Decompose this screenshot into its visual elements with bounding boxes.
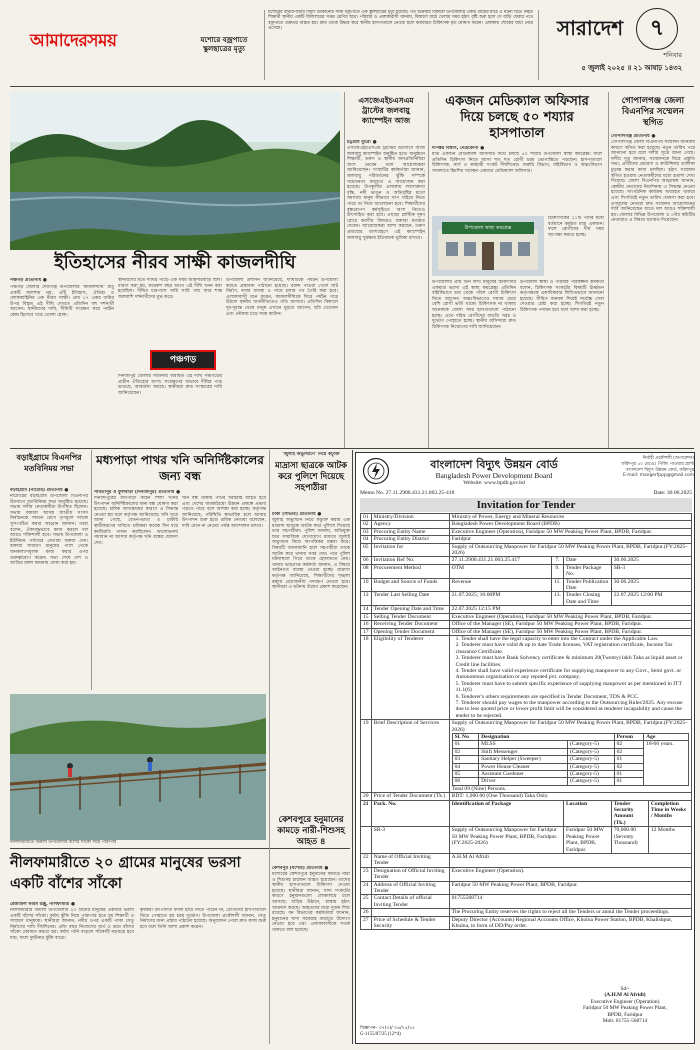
service-cell: MLSS xyxy=(479,741,568,748)
col3-body-b: চিকিৎসকের ২১টি পদের মধ্যে বর্তমানে কর্মরত মাত্র একজন। ফলে রোগীদের দীর্ঘ সময় অপেক্ষা করতে হচ্ছে। xyxy=(548,216,604,238)
col2-text: এসজেএইচএসএম ট্রাস্টের উদ্যোগে আজ জলবায়ু ক্যাম্পেইন অনুষ্ঠিত হবে। অনুষ্ঠানে শিক্ষার্থী, তরুণ ও স্থানীয় জনপ্রতিনিধিরা অংশ নেবেন বলে আয়োজকরা জানিয়েছেন। xyxy=(347,146,425,174)
tender-cell: 08 xyxy=(361,564,372,578)
contact-email: E-mail: mangerfppp@gmail.com xyxy=(623,473,694,479)
tender-cell: 23 xyxy=(361,867,372,881)
tender-cell: 27.11.2900.431.21.003.25.417 xyxy=(449,557,551,564)
tender-cell: 16 xyxy=(361,621,372,628)
tender-row xyxy=(361,916,692,930)
col3-body-d: উপজেলা স্বাস্থ্য ও পরিবার পরিকল্পনা কর্মকর্তা বলেন, চিকিৎসক সংকটের বিষয়টি ঊর্ধ্বতন কর্তৃপক্ষকে একাধিকবার লিখিতভাবে জানানো হয়েছে। সীমিত জনবল দিয়েই সর্বোচ্চ সেবা দেওয়ার চেষ্টা করা হচ্ছে। শিগগিরই নতুন চিকিৎসক পদায়ন হবে বলে আশা করা হচ্ছে। xyxy=(520,280,604,313)
service-cell: 06 xyxy=(452,778,479,785)
tender-cell: A.H.M Al Afridi xyxy=(449,853,691,867)
tender-cell: 05 xyxy=(361,543,372,557)
tender-cell: 04 xyxy=(361,536,372,543)
tender-cell: Address of Official Inviting Tender xyxy=(371,881,449,895)
edition-date: ৫ জুলাই ২০২৫ ॥ ২১ আষাঢ় ১৪৩২ xyxy=(581,64,682,72)
bottom-body: নীলফামারীর ডিমলা উপজেলার ২০ গ্রামের মানুষের একমাত্র ভরসা একটি বাঁশের সাঁকো। বর্ষায় ঝুঁকি নিয়ে পারাপার হতে হয় শিক্ষার্থী ও সাধারণ মানুষকে। স্থানীয়রা জানান, নদীর ওপর একটি পাকা সেতু নির্মাণের দাবি দীর্ঘদিনের। প্রতি বছর নিজেদের অর্থ ও শ্রমে বাঁশের সাঁকো মেরামত করতে হয়। বর্ষায় পানি বাড়লে সাঁকোটি নড়বড়ে হয়ে যায়, ফলে দুর্ঘটনার ঝুঁকি বাড়ে। xyxy=(10,908,134,941)
tender-row xyxy=(361,578,692,592)
tender-cell: 22.07.2025 12:15 PM xyxy=(449,606,691,613)
tender-row xyxy=(361,853,692,867)
tender-cell: 25 xyxy=(361,895,372,909)
tender-cell: Procurement Method xyxy=(371,564,449,578)
tender-cell: 13. xyxy=(551,592,563,606)
col3-body-c: উপজেলার প্রায় তিন লাখ মানুষের চিকিৎসার একমাত্র ভরসা এই স্বাস্থ্য কমপ্লেক্স। প্রতিদিন বহির্বিভাগে চার থেকে পাঁচশ রোগী চিকিৎসা নিতে আসেন। অন্তঃবিভাগেও শয্যার চেয়ে বেশি রোগী ভর্তি থাকে। চিকিৎসক না থাকায় অনেককে জেলা সদর হাসপাতালে পাঠানো হচ্ছে। এতে দরিদ্র রোগীদের বাড়তি খরচ ও দুর্ভোগ পোহাতে হচ্ছে। স্থানীয় বাসিন্দারা দ্রুত চিকিৎসক নিয়োগের দাবি জানিয়েছেন। xyxy=(432,280,516,330)
tender-cell: Faridpur xyxy=(449,536,691,543)
tender-cell: Ministry/Division xyxy=(371,514,449,521)
service-cell: 01 xyxy=(614,778,644,785)
org-name-en: Bangladesh Power Development Board xyxy=(435,471,553,480)
services-cell xyxy=(449,720,691,793)
tender-cell: Procuring Entity District xyxy=(371,536,449,543)
eligibility-item: 2. Tenderer must have valid & up to date Trade licenses, VAT registration certificate, Income Tax clearance Certificate. xyxy=(455,642,673,655)
lead-headline: ইতিহাসের নীরব সাক্ষী কাজলদীঘি xyxy=(54,252,296,273)
b1-body: নাটোরের বড়াইগ্রাম উপজেলা বিএনপির উদ্যোগে মতবিনিময় সভা অনুষ্ঠিত হয়েছে। সভায় দলীয় নেতাকর্মীরা উপস্থিত ছিলেন। সভায় বক্তারা আসন্ন জাতীয় সংসদ নির্বাচনকে সামনে রেখে তৃণমূলে দলকে সুসংগঠিত করার আহ্বান জানান। তারা বলেন, ঐক্যবদ্ধভাবে কাজ করলে দল আরও শক্তিশালী হবে। সভায় উপজেলা ও ইউনিয়ন পর্যায়ের নেতারা বক্তব্য দেন। বক্তারা সাধারণ মানুষের পাশে থেকে জনকল্যাণমূলক কাজ করার ওপর গুরুত্বারোপ করেন। সভা শেষে দেশ ও জাতির মঙ্গল কামনায় দোয়া করা হয়। xyxy=(10,494,88,567)
tender-cell: 12 xyxy=(361,592,372,606)
contact-block xyxy=(594,456,694,488)
b3-body: জুলাই অভ্যুত্থান নিয়ে কটূক্তি করায় এক মাদ্রাসা ছাত্রকে আটক করে পুলিশে দিয়েছে তার সহপাঠীরা। পুলিশ জানায়, অভিযুক্ত ছাত্র সামাজিক যোগাযোগ মাধ্যমে জুলাই অভ্যুত্থান নিয়ে আপত্তিকর মন্তব্য করে। বিষয়টি জানাজানি হলে সহপাঠীরা তাকে আটক করে থানায় খবর দেয়। পরে পুলিশ ঘটনাস্থলে গিয়ে তাকে হেফাজতে নেয়। থানার ভারপ্রাপ্ত কর্মকর্তা জানান, এ বিষয়ে আইনগত ব্যবস্থা নেওয়া হচ্ছে। মাদ্রাসা কর্তৃপক্ষ জানিয়েছে, শিক্ষার্থীদের শৃঙ্খলা রক্ষায় প্রয়োজনীয় পদক্ষেপ নেওয়া হবে। স্থানীয়রা এ ঘটনায় উদ্বেগ প্রকাশ করেছেন। xyxy=(272,518,350,591)
tender-cell: Executive Engineer (Operation), Faridpur 50 MW Peaking Power Plant, BPDB, Faridpur. xyxy=(449,528,691,535)
bpdb-logo-icon xyxy=(362,457,390,485)
service-cell: 04 xyxy=(452,763,479,770)
tender-cell: Price of Tender Document (Tk.) xyxy=(371,793,449,800)
tender-cell: Office of the Manager (SE), Faridpur 50 MW Peaking Power Plant, BPDB, Faridpur. xyxy=(449,628,691,635)
bridge-photo xyxy=(10,694,266,840)
eligibility-item: 5. Tenderer must have to submit specific experience of supplying manpower as per mentioned in ITT 11.1(6) xyxy=(455,680,682,694)
tender-advertisement xyxy=(355,452,695,1044)
eligibility-list xyxy=(449,635,691,719)
b2-body-b: খনি বন্ধ থাকায় পাথর সরবরাহ ব্যাহত হবে এবং দেশের অবকাঠামো উন্নয়ন প্রকল্পে প্রভাব পড়তে পারে বলে আশঙ্কা করা হচ্ছে। কর্তৃপক্ষ জানিয়েছে, পরিস্থিতি স্বাভাবিক হলে আবার উৎপাদন শুরু হবে। শ্রমিক নেতারা বলেছেন, দাবি মেনে না নেওয়া পর্যন্ত আন্দোলন চলবে। xyxy=(182,496,266,529)
tender-cell: Executive Engineer (Operation), Faridpur 50 MW Peaking Power Plant, BPDB, Faridpur. xyxy=(449,613,691,620)
service-cell: 01 xyxy=(614,771,644,778)
tender-row xyxy=(361,514,692,521)
services-header xyxy=(452,734,688,741)
masthead xyxy=(0,0,700,92)
b4-headline: কেশবপুরে হনুমানের কামড়ে নারী-শিশুসহ আহত ৪ xyxy=(277,814,345,846)
tender-signature xyxy=(560,986,690,1042)
tender-cell: 22.07.2025 12:00 PM xyxy=(611,592,691,606)
service-cell: 05 xyxy=(452,771,479,778)
bottom-headline: নীলফামারীতে ২০ গ্রামের মানুষের ভরসা একটি বাঁশের সাঁকো xyxy=(10,854,241,892)
services-head-cell: Sl. No xyxy=(452,734,479,741)
tender-row xyxy=(361,528,692,535)
services-head-cell: Designation xyxy=(479,734,614,741)
eligibility-item: 6. Tenderer's others requirements are specified in Tender Document, TDS & PCC. xyxy=(455,693,640,700)
tender-cell: 21 xyxy=(361,800,372,827)
org-name-bn: বাংলাদেশ বিদ্যুৎ উন্নয়ন বোর্ড xyxy=(430,458,558,471)
tender-cell: Invitation Ref No. xyxy=(371,557,449,564)
tender-cell: Date xyxy=(563,557,611,564)
service-cell: 03 xyxy=(452,756,479,763)
b2-headline: মধ্যপাড়া পাথর খনি অনির্দিষ্টকালের জন্য বন্ধ xyxy=(96,453,264,483)
tender-row xyxy=(361,867,692,881)
col3-text: মাত্র একজন মেডিক্যাল অফিসার দিয়ে চলছে ৫০ শয্যার উপজেলা স্বাস্থ্য কমপ্লেক্স। ফলে প্রতিদিন চিকিৎসা নিতে আসা শত শত রোগী চরম ভোগান্তিতে পড়ছেন। xyxy=(432,152,602,163)
tender-cell: 12 Months xyxy=(648,827,691,854)
tender-cell: 21.07.2025, 16:00PM xyxy=(449,592,551,606)
tender-row xyxy=(361,895,692,909)
tender-cell: Pack. No. xyxy=(371,800,449,827)
weekday: শনিবার xyxy=(663,51,682,59)
b3-kicker: 'জুলাই অভ্যুত্থানে' নিয়ে কটূক্তি xyxy=(282,452,340,457)
b3-byline: ঢাকা (সাভার) প্রতিনিধি ● xyxy=(272,512,322,517)
service-cell: (Category-5) xyxy=(568,763,615,770)
tender-cell: Tender Package No. xyxy=(563,564,611,578)
b4-body: যশোরের কেশবপুরে হনুমানের কামড়ে নারী ও শিশুসহ চারজন আহত হয়েছেন। তাদের স্থানীয় হাসপাতালে চিকিৎসা দেওয়া হয়েছে। স্থানীয়রা জানান, খাদ্য সংকটের কারণে হনুমানগুলো লোকালয়ে চলে আসছে। বাড়ির উঠানে, রাস্তায় হঠাৎ আক্রমণ করছে। আহতদের মধ্যে দুজন শিশু রয়েছে। বন বিভাগের কর্মকর্তারা জানান, হনুমানের খাদ্য সরবরাহ বাড়াতে উদ্যোগ নেওয়া হবে এবং এলাকাবাসীকে সতর্ক থাকতে বলা হয়েছে। xyxy=(272,872,350,933)
tender-cell: Supply of Outsourcing Manpower for Faridpur 50 MW Peaking Power Plant, BPDB, Faridpur. (FY:2025-2026) xyxy=(449,827,563,854)
tender-row xyxy=(361,564,692,578)
tender-cell: 27 xyxy=(361,916,372,930)
tender-row xyxy=(361,543,692,557)
lead-byline: পঞ্চগড় প্রতিনিধি ● xyxy=(10,278,47,283)
bridge-caption: নীলফামারীতে ডিমলা উপজেলার বাঁশের সাঁকো দিয়ে পারাপার xyxy=(10,840,117,845)
tender-cell: 11. xyxy=(551,578,563,592)
col2-headline: এসজেএইচএসএম ট্রাস্টের জলবায়ু ক্যাম্পেইন আজ xyxy=(358,96,414,125)
tender-cell: OTM xyxy=(449,564,551,578)
tender-cell: Eligibility of Tenderer xyxy=(371,635,449,719)
tender-heading: Invitation for Tender xyxy=(360,498,692,512)
hospital-photo xyxy=(432,216,544,276)
service-cell: (Category-5) xyxy=(568,748,615,755)
tender-cell: 30.06.2025 xyxy=(611,557,691,564)
tender-cell: SR-3 xyxy=(611,564,691,578)
section-title: সারাদেশ xyxy=(556,16,624,40)
sign-name: (A.H.M Al Afridi) xyxy=(604,992,646,999)
ad-footer-ref: বিজ্ঞাপন- ৩৭(৩)/ ০৬/০৫/২৫ xyxy=(360,1024,480,1031)
tender-cell: Name of Official Inviting Tender xyxy=(371,853,449,867)
sign-mobile: Mob: 01755-568714 xyxy=(602,1018,648,1025)
tender-cell: 15 xyxy=(361,613,372,620)
tender-cell: Opening Tender Document xyxy=(371,628,449,635)
tender-cell: 20 xyxy=(361,793,372,800)
tender-cell: 01755568714 xyxy=(449,895,691,909)
tender-cell: Faridpur 50 MW Peaking Power Plant, BPDB, Faridpur. xyxy=(563,827,611,854)
service-cell: (Category-5) xyxy=(568,756,615,763)
tender-cell: Bangladesh Power Development Board (BPDB) xyxy=(449,521,691,528)
tender-cell: The Procuring Entity reserves the rights to reject all the Tenders or annul the Tender proceedings. xyxy=(449,909,691,916)
tender-cell: 22 xyxy=(361,853,372,867)
b4-byline: কেশবপুর (যশোর) প্রতিনিধি ● xyxy=(272,866,329,871)
service-cell: 01 xyxy=(452,741,479,748)
tender-row xyxy=(361,557,692,564)
tender-cell: 02 xyxy=(361,521,372,528)
tender-cell: 17 xyxy=(361,628,372,635)
tender-cell: 70,000.00 (Seventy Thousand) xyxy=(611,827,648,854)
newspaper-logo: আমাদেরসময় xyxy=(30,31,117,51)
col2-byline: চট্টগ্রাম ব্যুরো ● xyxy=(347,140,377,145)
org-website: Website: www.bpdb.gov.bd xyxy=(463,480,525,486)
tender-cell: 7. xyxy=(551,557,563,564)
tender-row xyxy=(361,621,692,628)
b1-byline: বড়াইগ্রাম (নাটোর) প্রতিনিধি ● xyxy=(10,488,69,493)
tender-cell: Executive Engineer (Operation). xyxy=(449,867,691,881)
b2-byline: পার্বতীপুর ও ফুলবাড়ী (দিনাজপুর) প্রতিনিধি ● xyxy=(94,490,180,495)
b1-headline: বড়াইগ্রামে বিএনপির মতবিনিময় সভা xyxy=(16,452,82,473)
tender-cell: SR-3 xyxy=(371,827,449,854)
place-badge: পঞ্চগড় xyxy=(150,350,216,370)
col3-headline: একজন মেডিক্যাল অফিসার দিয়ে চলছে ৫০ শয্যার হাসপাতাল xyxy=(445,94,589,141)
tender-cell: Price of Schedule & Tender Security xyxy=(371,916,449,930)
age-cell: 18-60 years. xyxy=(644,741,689,785)
tender-cell xyxy=(361,827,372,854)
service-cell: 02 xyxy=(614,748,644,755)
teaser-title: যশোরে বজ্রপাতে স্কুলছাত্রের মৃত্যু xyxy=(200,36,248,53)
col2-body: এসজেএইচএসএম ট্রাস্টের উদ্যোগে আজ জলবায়ু ক্যাম্পেইন অনুষ্ঠিত হবে। অনুষ্ঠানে শিক্ষার্থী, তরুণ ও স্থানীয় জনপ্রতিনিধিরা অংশ নেবেন বলে আয়োজকরা জানিয়েছেন। সংস্থাটির কর্মকর্তারা জানান, জলবায়ু পরিবর্তনের ঝুঁকি সম্পর্কে সচেতনতা বাড়াতে এ আয়োজন করা হয়েছে। উপকূলীয় এলাকায় লবণাক্ততা বৃদ্ধি, নদী ভাঙন ও অতিবৃষ্টির মতো সমস্যায় মানুষ কীভাবে খাপ খাইয়ে নিতে পারে তা নিয়ে আলোচনা হবে। শিক্ষার্থীদের বৃক্ষরোপণ কর্মসূচিতে অংশ নিতেও উৎসাহিত করা হবে। এছাড়া প্লাস্টিক দূষণ রোধে করণীয় বিষয়েও বক্তারা মতামত দেবেন। আয়োজকরা আশা করছেন, তরুণ প্রজন্মের অংশগ্রহণে এই ক্যাম্পেইন জলবায়ু সুরক্ষায় ইতিবাচক ভূমিকা রাখবে। xyxy=(347,146,425,241)
services-table xyxy=(452,733,689,786)
sign-designation: Executive Engineer (Operation) xyxy=(590,998,660,1005)
services-total: Total 09 (Nine) Persons. xyxy=(451,785,507,792)
tender-cell: Supply of Outsourcing Manpower for Faridpur 50 MW Peaking Power Plant, BPDB, Faridpur.(FY:2025-2026) xyxy=(449,543,691,557)
lead-body-c3: দিনাজপুর জেলার সীমানায় অবস্থিত এই দীঘি পঞ্চগড়ের প্রাচীন ঐতিহ্যের অংশ। সংরক্ষণের অভাবে দীঘির পাড় ভাঙছে, আবর্জনা জমছে। স্থানীয়রা দ্রুত সংস্কারের দাবি জানিয়েছেন। xyxy=(118,374,222,396)
tender-row xyxy=(361,881,692,895)
tender-cell: 06 xyxy=(361,557,372,564)
price-row xyxy=(361,793,692,800)
tender-cell: Faridpur 50 MW Peaking Power Plant, BPDB, Faridpur. xyxy=(449,881,691,895)
service-row xyxy=(452,741,688,748)
lead-photo xyxy=(10,92,340,250)
tender-cell: Designation of Official Inviting Tender xyxy=(371,867,449,881)
tender-row xyxy=(361,521,692,528)
teaser-body: যশোরের বাঘারপাড়ায় বিদ্যুৎ চমকানোর সময় বজ্রপাতে এক স্কুলছাত্রের মৃত্যু হয়েছে। গত শুক্রবার বিকালে উপজেলার একটি গ্রামের মাঠে এ ঘটনা ঘটে। নিহত শিক্ষার্থী স্থানীয় একটি বিদ্যালয়ের সপ্তম শ্রেণির ছাত্র। পরিবার ও এলাকাবাসী জানায়, বিকালে মাঠে খেলার সময় হঠাৎ বৃষ্টি শুরু হলে সে বাড়ি ফেরার পথে বজ্রপাতে গুরুতর আহত হয়। দ্রুত তাকে উদ্ধার করে স্থানীয় হাসপাতালে নেওয়া হলে কর্তব্যরত চিকিৎসক মৃত ঘোষণা করেন। এলাকায় শোকের ছায়া নেমে এসেছে। xyxy=(268,10,533,32)
tender-cell: 18 xyxy=(361,635,372,719)
b3-text: জুলাই অভ্যুত্থান নিয়ে কটূক্তি করায় এক মাদ্রাসা ছাত্রকে আটক করে পুলিশে দিয়েছে তার সহপাঠীরা। xyxy=(272,518,350,535)
services-intro: Supply of Outsourcing Manpower for Faridpur 50 MW Peaking Power Plant, BPDB, Faridpur.(FY:2025-2026) xyxy=(451,720,687,733)
tender-cell: Brief Description of Services xyxy=(371,720,449,793)
tender-row xyxy=(361,536,692,543)
tender-cell: 03 xyxy=(361,528,372,535)
b3-headline: মাদ্রাসা ছাত্রকে আটক করে পুলিশে দিয়েছে সহপাঠীরা xyxy=(275,460,347,492)
lead-body xyxy=(10,285,114,447)
sign-office-2: BPDB, Faridpur xyxy=(607,1011,643,1018)
tender-cell: 26 xyxy=(361,909,372,916)
eligibility-item: 7. Tenderer should pay wages to the manpower according to the Outsourcing Rules'2025. Any excuse due to less quoted price or lower profit limit will be considered as tenderer incapability and cause the tender to be rejected. xyxy=(455,699,683,719)
service-cell: Shift Messenger xyxy=(479,748,568,755)
lead-body-c2: স্থানীয়দের মতে দীঘির পাড়ে এক সময় জমিদারবাড়ি ছিল। ধারণা করা হয়, কয়েকশ বছর আগে এই দীঘি খনন করা হয়েছিল। দীঘির চারপাশে সারি সারি গাছ আর শান্ত জলরাশি দর্শনার্থীদের মুগ্ধ করে। xyxy=(118,278,222,300)
tender-cell: Selling Tender Document xyxy=(371,613,449,620)
b2-body: দিনাজপুরের মধ্যপাড়া কঠিন শিলা খনির উৎপাদন অনির্দিষ্টকালের জন্য বন্ধ ঘোষণা করা হয়েছে। শ্রমিক অসন্তোষের কারণে এ সিদ্ধান্ত নেওয়া হয় বলে কর্তৃপক্ষ জানিয়েছে। খনি সূত্রে জানা গেছে, বেতন-ভাতা ও চাকরি স্থায়ীকরণের দাবিতে শ্রমিকরা কয়েক দিন ধরে কর্মবিরতি পালন করছিলেন। আলোচনায় সমাধান না আসায় কর্তৃপক্ষ খনি বন্ধের ঘোষণা দেয়। xyxy=(94,496,178,546)
sign-sd: Sd/- xyxy=(620,986,630,992)
service-cell: (Category-5) xyxy=(568,741,615,748)
bottom-text: নীলফামারীর ডিমলা উপজেলার ২০ গ্রামের মানুষের একমাত্র ভরসা একটি বাঁশের সাঁকো। বর্ষায় ঝুঁকি নিয়ে পারাপার হতে হয় শিক্ষার্থী ও সাধারণ মানুষকে। xyxy=(10,908,134,925)
b1-text: নাটোরের বড়াইগ্রাম উপজেলা বিএনপির উদ্যোগে মতবিনিময় সভা অনুষ্ঠিত হয়েছে। সভায় দলীয় নেতাকর্মীরা উপস্থিত ছিলেন। xyxy=(10,494,88,511)
package-row xyxy=(361,827,692,854)
eligibility-row xyxy=(361,635,692,719)
tender-row xyxy=(361,606,692,613)
tender-cell: 10 xyxy=(361,578,372,592)
services-head-cell: Person xyxy=(614,734,644,741)
service-cell: Assistant Gardener xyxy=(479,771,568,778)
lead-text: পঞ্চগড় জেলার দেবীগঞ্জ উপজেলার 'কাজলদীঘি' শুধু একটি জলাশয় নয়, এটি ইতিহাস, ঐতিহ্য ও লোককাহিনির এক নীরব সাক্ষী। প্রায় ১৭ একর জমির উপর বিস্তৃত এই দীঘি দেখতে প্রতিদিন বহু দর্শনার্থী আসেন। স্থানীয়দের দাবি, দীঘিটি সংরক্ষণ করে পর্যটন কেন্দ্র হিসেবে গড়ে তোলা হোক। xyxy=(10,285,114,318)
service-cell: (Category-5) xyxy=(568,771,615,778)
tender-row xyxy=(361,613,692,620)
tender-cell: Office of the Manager (SE), Faridpur 50 MW Peaking Power Plant, BPDB, Faridpur. xyxy=(449,621,691,628)
col4-headline: গোপালগঞ্জ জেলা বিএনপির সম্মেলন স্থগিত xyxy=(621,96,685,128)
col3-body: মাত্র একজন মেডিক্যাল অফিসার দিয়ে চলছে ৫০ শয্যার উপজেলা স্বাস্থ্য কমপ্লেক্স। ফলে প্রতিদিন চিকিৎসা নিতে আসা শত শত রোগী চরম ভোগান্তিতে পড়ছেন। হাসপাতালে চিকিৎসক, নার্স ও কর্মচারী সংকট দীর্ঘদিনের। জরুরি বিভাগ, বহির্বিভাগ ও অন্তঃবিভাগ সামলাতে হিমশিম খাচ্ছেন একমাত্র মেডিক্যাল অফিসার। xyxy=(432,152,602,174)
memo-no: Memo No. 27.11.2900.431.21.003.25-418 xyxy=(360,490,455,496)
tender-cell: Tender Closing Date and Time xyxy=(563,592,611,606)
col4-body: গোপালগঞ্জ জেলা বিএনপির সম্মেলন অনিবার্য কারণে স্থগিত করা হয়েছে। নতুন তারিখ পরে জানানো হবে বলে দলীয় সূত্রে জানা গেছে। দলীয় সূত্র জানায়, সম্মেলনকে ঘিরে প্রস্তুতি সভা, প্রার্থীদের প্রচারণা ও কাউন্সিলর তালিকা চূড়ান্ত করার কাজ চলছিল। হঠাৎ সম্মেলন স্থগিত হওয়ায় নেতাকর্মীদের মধ্যে হতাশা দেখা দিয়েছে। জেলা বিএনপির আহ্বায়ক জানান, কেন্দ্রীয় নেতাদের নির্দেশনায় এ সিদ্ধান্ত নেওয়া হয়েছে। সাংগঠনিক কার্যক্রম অব্যাহত থাকবে এবং শিগগিরই নতুন তারিখ ঘোষণা করা হবে। তৃণমূলের নেতারা দ্রুত সম্মেলন আয়োজনের দাবি জানিয়েছেন যাতে দল আরও শক্তিশালী হয়। জেলার বিভিন্ন উপজেলা ও পৌর কমিটির নেতারাও এ বিষয়ে মতামত দিয়েছেন। xyxy=(611,140,695,224)
services-head-cell: Age xyxy=(644,734,689,741)
col3-byline: দীপঙ্কর বিশ্বাস, নেত্রকোনা ● xyxy=(432,146,485,151)
tender-row xyxy=(361,628,692,635)
tender-cell: Location xyxy=(563,800,611,827)
tender-table xyxy=(360,513,692,930)
tender-cell: Tender Publication Date xyxy=(563,578,611,592)
service-cell: 02 xyxy=(614,763,644,770)
tender-cell: 19 xyxy=(361,720,372,793)
tender-cell xyxy=(371,909,449,916)
tender-cell: Receiving Tender Document xyxy=(371,621,449,628)
b4-text: যশোরের কেশবপুরে হনুমানের কামড়ে নারী ও শিশুসহ চারজন আহত হয়েছেন। তাদের স্থানীয় হাসপাতালে চিকিৎসা দেওয়া হয়েছে। xyxy=(272,872,350,894)
tender-cell: 30.06.2025 xyxy=(611,578,691,592)
service-cell: (Category-5) xyxy=(568,778,615,785)
services-row xyxy=(361,720,692,793)
tender-cell: BDT: 1,000.00 (One Thousand) Taka Only. xyxy=(449,793,691,800)
tender-cell: 01 xyxy=(361,514,372,521)
ad-footer-code: G-1155/07/25 (12*4) xyxy=(360,1032,480,1039)
tender-cell: Invitation for xyxy=(371,543,449,557)
tender-cell: Tender Opening Date and Time xyxy=(371,606,449,613)
eligibility-item: 4. Tender shall have valid experience certificate for supplying manpower to any Govt., Semi govt. or Autonomous organization or any reputed pvt. company. xyxy=(455,667,682,681)
tender-cell: Ministry of Power, Energy and Mineral Resources xyxy=(449,514,691,521)
tender-cell: Identification of Package xyxy=(449,800,563,827)
hospital-sign: উপজেলা স্বাস্থ্য কমপ্লেক্স xyxy=(464,225,512,231)
eligibility-item: 1. Tender shall have the legal capacity to enter into the Contract under the Applicable Law. xyxy=(455,635,659,642)
lead-body-c4: উপজেলা প্রশাসন জানিয়েছে, দীঘিটিকে পর্যটন উপযোগী করতে প্রস্তাবনা পাঠানো হয়েছে। বরাদ্দ পাওয়া গেলে ঘাট নির্মাণ, বসার ব্যবস্থা ও পায়ে চলার পথ তৈরি করা হবে। এলাকাবাসী মনে করেন, কাজলদীঘিকে ঘিরে পর্যটন গড়ে উঠলে স্থানীয় অর্থনীতিতেও গতি আসবে। প্রতিদিন বিকালে দূর-দূরান্ত থেকে মানুষ এখানে ঘুরতে আসেন, ছবি তোলেন এবং নৌকায় চড়ে সময় কাটান। xyxy=(226,278,338,317)
tender-cell: Agency xyxy=(371,521,449,528)
tender-row xyxy=(361,592,692,606)
bottom-body-b: কৃষকরা উৎপাদিত ফসল হাটে নিতে পারেন না, রোগীদের হাসপাতালে নিতে পোহাতে হয় চরম দুর্ভোগ। উপজেলা প্রকৌশলী জানান, সেতু নির্মাণের জন্য প্রস্তাব পাঠানো হয়েছে। অনুমোদন পেলে দ্রুত কাজ শুরু হবে বলে তিনি আশা প্রকাশ করেন। xyxy=(140,908,266,930)
col4-byline: গোপালগঞ্জ প্রতিনিধি ● xyxy=(611,134,656,139)
tender-cell: Completion Time in Weeks / Months xyxy=(648,800,691,827)
contact-line: ফরিদপুর ৫০ মেঃওঃ পিকিং পাওয়ার প্ল্যান্ট xyxy=(621,461,694,467)
tender-cell: Procuring Entity Name xyxy=(371,528,449,535)
tender-cell: 14 xyxy=(361,606,372,613)
service-cell: Driver xyxy=(479,778,568,785)
service-cell: 02 xyxy=(452,748,479,755)
service-cell: Sanitary Helper (Sweeper) xyxy=(479,756,568,763)
service-cell: 01 xyxy=(614,756,644,763)
tender-row xyxy=(361,909,692,916)
tender-cell: Budget and Source of Funds xyxy=(371,578,449,592)
col4-text: গোপালগঞ্জ জেলা বিএনপির সম্মেলন অনিবার্য কারণে স্থগিত করা হয়েছে। নতুন তারিখ পরে জানানো হবে বলে দলীয় সূত্রে জানা গেছে। xyxy=(611,140,695,157)
contact-line: বাংলাদেশ বিদ্যুৎ উন্নয়ন বোর্ড, ফরিদপুর xyxy=(626,467,694,473)
tender-cell: Contact Details of official Inviting Tender xyxy=(371,895,449,909)
sign-office: Faridpur 50 MW Peaking Power Plant, xyxy=(582,1005,668,1012)
service-cell: 02 xyxy=(614,741,644,748)
package-header xyxy=(361,800,692,827)
eligibility-item: 3. Tenderer must have Bank Solvency certificate & minimum 20(Twenty) lakh Taka as liquid asset or Credit line facilities. xyxy=(455,655,683,668)
bottom-byline: রেজাউল করিম রঞ্জু, নীলফামারী ● xyxy=(10,902,75,907)
tender-cell: Deputy Director (Accounts) Regional Accounts Office, Khulna Power Station, BPDB, Khalishpur, Khulna, in form of DD/Pay order. xyxy=(449,916,691,930)
tender-cell: Revenue xyxy=(449,578,551,592)
tender-cell: Tender Last Selling Date xyxy=(371,592,449,606)
page-number: ৭ xyxy=(636,8,678,50)
tender-cell: 24 xyxy=(361,881,372,895)
contact-line: নির্বাহী প্রকৌশলী (অপারেশন) xyxy=(642,456,694,461)
tender-cell: Tender Security Amount (Tk.) xyxy=(611,800,648,827)
service-cell: Power House Cleaner xyxy=(479,763,568,770)
tender-cell: 9. xyxy=(551,564,563,578)
b2-text: দিনাজপুরের মধ্যপাড়া কঠিন শিলা খনির উৎপাদন অনির্দিষ্টকালের জন্য বন্ধ ঘোষণা করা হয়েছে। শ্রমিক অসন্তোষের কারণে এ সিদ্ধান্ত নেওয়া হয় বলে কর্তৃপক্ষ জানিয়েছে। xyxy=(94,496,178,518)
memo-date: Date: 30.06.2025 xyxy=(653,490,692,496)
